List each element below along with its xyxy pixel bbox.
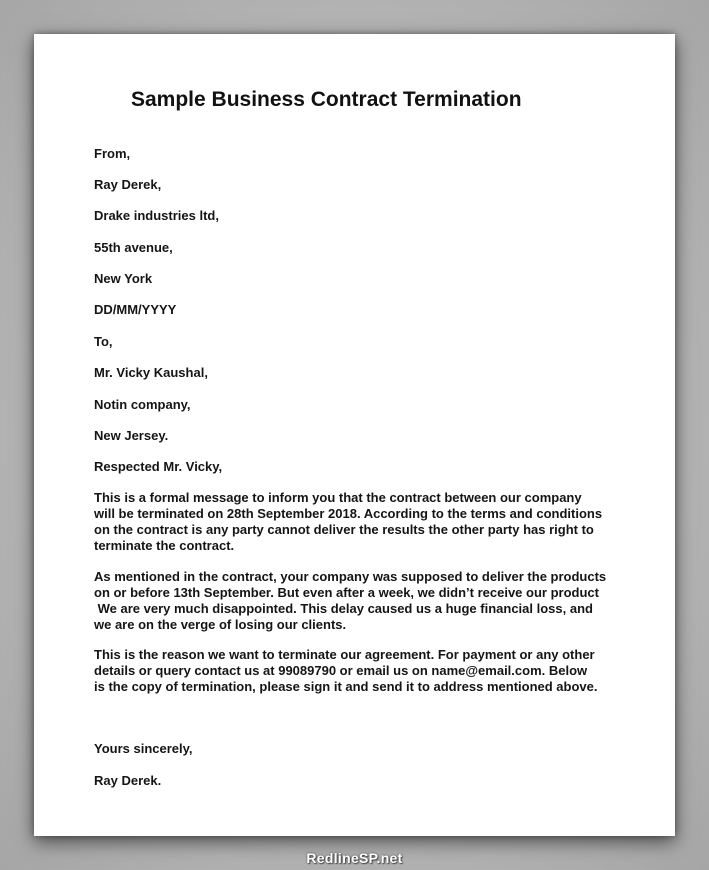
paragraph-line: we are on the verge of losing our clients. <box>94 617 347 632</box>
body-paragraph-1 <box>94 490 614 554</box>
paragraph-line: We are very much disappointed. This delay caused us a huge financial loss, and <box>94 601 593 616</box>
letter-date: DD/MM/YYYY <box>94 302 177 317</box>
closing: Yours sincerely, <box>94 741 193 756</box>
sender-company: Drake industries ltd, <box>94 208 219 223</box>
salutation: Respected Mr. Vicky, <box>94 459 223 474</box>
paragraph-line: on or before 13th September. But even after a week, we didn’t receive our product <box>94 585 599 600</box>
paragraph-line: is the copy of termination, please sign it and send it to address mentioned above. <box>94 679 598 694</box>
sender-name: Ray Derek, <box>94 177 162 192</box>
signature-name: Ray Derek. <box>94 773 162 788</box>
body-paragraph-3 <box>94 647 614 695</box>
recipient-name: Mr. Vicky Kaushal, <box>94 365 208 380</box>
recipient-company: Notin company, <box>94 397 191 412</box>
paragraph-line: will be terminated on 28th September 2018. According to the terms and conditions <box>94 506 603 521</box>
sender-street: 55th avenue, <box>94 240 173 255</box>
document-page <box>34 34 675 836</box>
sender-label: From, <box>94 146 131 161</box>
paragraph-line: This is a formal message to inform you that the contract between our company <box>94 490 582 505</box>
recipient-state: New Jersey. <box>94 428 169 443</box>
paragraph-line: This is the reason we want to terminate our agreement. For payment or any other <box>94 647 595 662</box>
body-paragraph-2 <box>94 569 614 633</box>
recipient-label: To, <box>94 334 113 349</box>
paragraph-line: As mentioned in the contract, your company was supposed to deliver the products <box>94 569 607 584</box>
sender-city: New York <box>94 271 153 286</box>
document-title: Sample Business Contract Termination <box>131 88 522 111</box>
site-watermark: RedlineSP.net <box>306 850 403 866</box>
paragraph-line: on the contract is any party cannot deliver the results the other party has right to <box>94 522 594 537</box>
paragraph-line: terminate the contract. <box>94 538 235 553</box>
paragraph-line: details or query contact us at 99089790 or email us on name@email.com. Below <box>94 663 588 678</box>
